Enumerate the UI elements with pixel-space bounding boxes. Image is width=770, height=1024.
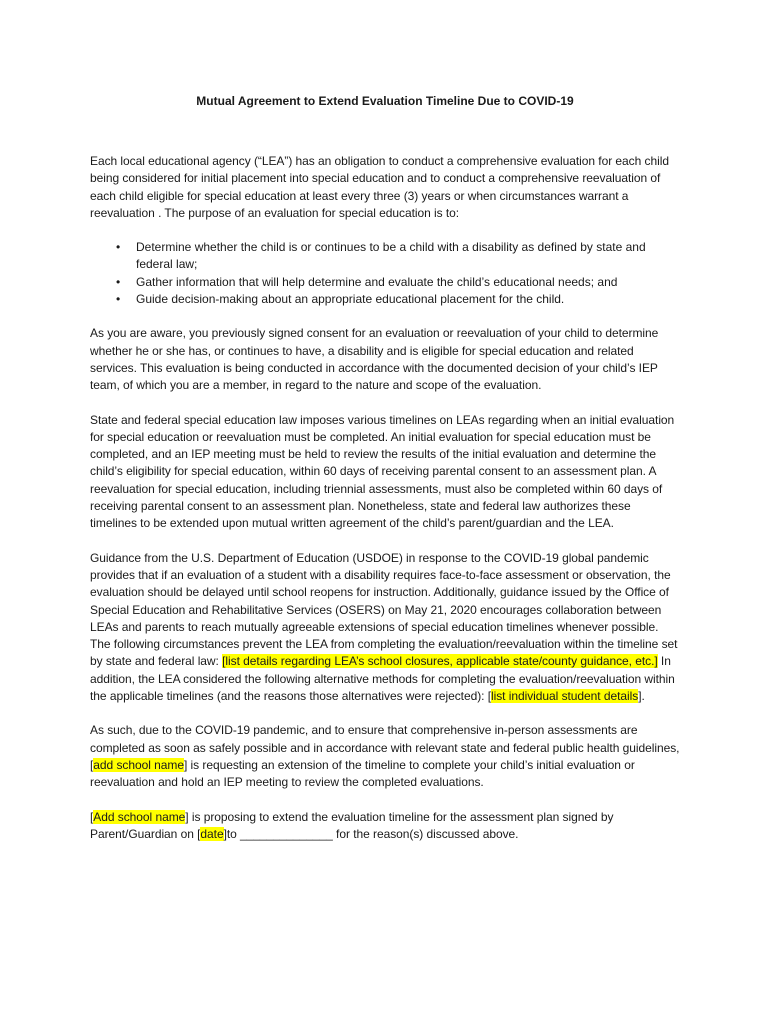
list-item: • Determine whether the child is or continues to be a child with a disability as defined by state and federal law; (136, 239, 680, 274)
highlighted-placeholder-date: date (200, 826, 224, 841)
paragraph-text: As such, due to the COVID-19 pandemic, and to ensure that comprehensive in-person assessments are completed as soon as safely possible and in accordance with relevant state and federal public health guidelines, [ (90, 723, 680, 772)
paragraph-text: ] is requesting an extension of the timeline to complete your child’s initial evaluation or reevaluation and hold an IEP meeting to review the completed evaluations. (90, 757, 635, 790)
paragraph-text: ]to ______________ for the reason(s) discussed above. (223, 826, 519, 841)
paragraph-text: ] is proposing to extend the evaluation timeline for the assessment plan signed by Parent/Guardian on [ (90, 809, 614, 841)
paragraph-guidance (90, 550, 680, 706)
paragraph-extension-request (90, 722, 680, 791)
paragraph-text: [ (90, 809, 94, 824)
paragraph-lea-obligation: Each local educational agency (“LEA”) has an obligation to conduct a comprehensive evaluation for each child being considered for initial placement into special education and to conduct a comprehensive reevaluation of each child eligible for special education at least every three (3) years or when circumstances warrant a reevaluation . The purpose of an evaluation for special education is to: (90, 154, 669, 220)
paragraph-proposal (90, 809, 680, 844)
highlighted-placeholder-school-name: Add school name (93, 809, 186, 824)
paragraph-consent: As you are aware, you previously signed consent for an evaluation or reevaluation of your child to determine whether he or she has, or continues to have, a disability and is eligible for special education and related services. This evaluation is being conducted in accordance with the documented decision of your child’s IEP team, of which you are a member, in regard to the nature and scope of the evaluation. (90, 326, 659, 393)
paragraph-text: ]. (638, 689, 645, 704)
highlighted-placeholder-closures: [list details regarding LEA’s school closures, applicable state/county guidance, etc.] (222, 654, 658, 669)
document-title: Mutual Agreement to Extend Evaluation Timeline Due to COVID-19 (196, 94, 574, 108)
evaluation-purpose-list (90, 239, 680, 308)
paragraph-text: Guidance from the U.S. Department of Education (USDOE) in response to the COVID-19 global pandemic provides that if an evaluation of a student with a disability requires face-to-face assessment or observation, the evaluation should be delayed until school reopens for instruction. Additionally, guidance issued by the Office of Special Education and Rehabilitative Services (OSERS) on May 21, 2020 encourages collaboration between LEAs and parents to reach mutually agreeable extensions of special education timelines whenever possible. The following circumstances prevent the LEA from completing the evaluation/reevaluation within the timeline set by state and federal law: (90, 550, 678, 669)
list-item: • Guide decision-making about an appropriate educational placement for the child. (136, 291, 680, 308)
list-item: • Gather information that will help determine and evaluate the child’s educational needs; and (136, 274, 680, 291)
paragraph-timelines: State and federal special education law imposes various timelines on LEAs regarding when an initial evaluation for special education or reevaluation must be completed. An initial evaluation for special education must be completed, and an IEP meeting must be held to review the results of the initial evaluation and determine the child’s eligibility for special education, within 60 days of receiving parental consent to an assessment plan. A reevaluation for special education, including triennial assessments, must also be completed within 60 days of receiving parental consent to an assessment plan. Nonetheless, state and federal law authorizes these timelines to be extended upon mutual written agreement of the child’s parent/guardian and the LEA. (90, 412, 675, 531)
paragraph-text: In addition, the LEA considered the following alternative methods for completing the evaluation/reevaluation within the applicable timelines (and the reasons those alternatives were rejected): [ (90, 654, 675, 704)
highlighted-placeholder-student-details: list individual student details (491, 689, 639, 704)
highlighted-placeholder-school-name: add school name (93, 757, 184, 772)
